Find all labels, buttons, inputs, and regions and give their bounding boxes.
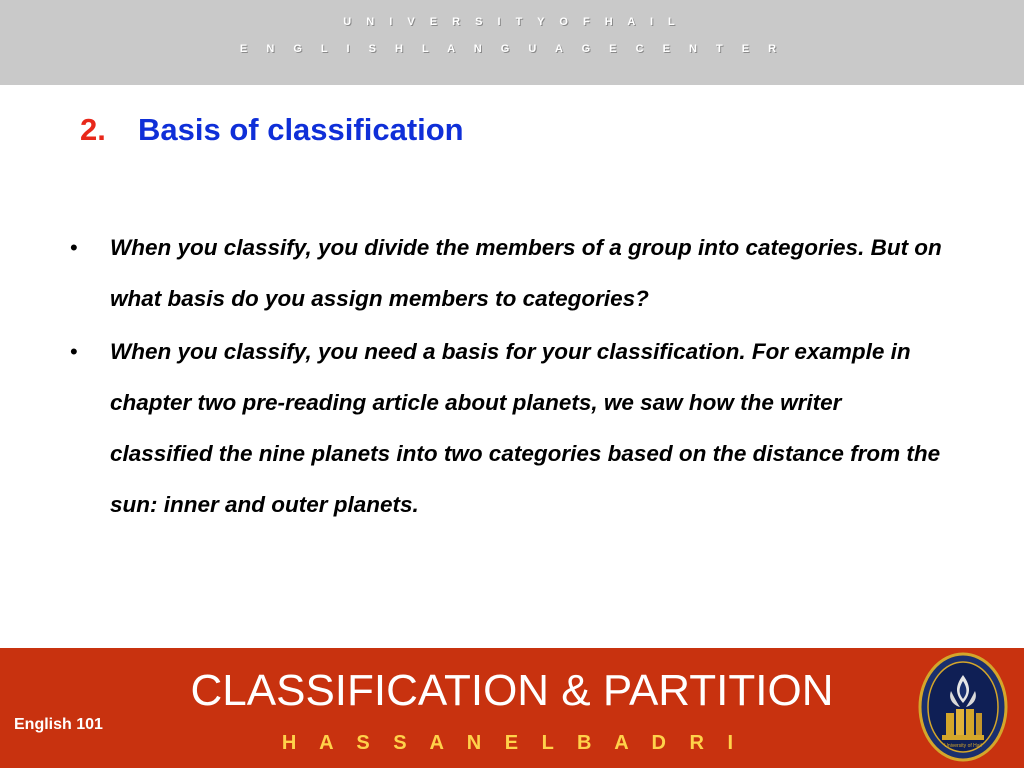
university-name: U N I V E R S I T Y O F H A I L (343, 16, 681, 28)
bullet-item (70, 222, 950, 324)
bullet-item (70, 326, 950, 530)
bullet-text: When you classify, you divide the members of a group into categories. But on what basis do you assign members to categories? (110, 235, 942, 311)
bullet-list (70, 222, 950, 532)
title-text: Basis of classification (138, 112, 464, 147)
bullet-marker: • (70, 235, 78, 260)
center-name: E N G L I S H L A N G U A G E C E N T E R (239, 43, 785, 55)
footer-bar (0, 648, 1024, 768)
logo-text: University of Hail (944, 743, 982, 749)
author-name: H A S S A N E L B A D R I (281, 732, 743, 754)
university-seal-icon (918, 651, 1008, 763)
slide-title (80, 112, 464, 156)
header-bar (0, 0, 1024, 85)
bullet-marker: • (70, 339, 78, 364)
title-number: 2. (80, 112, 106, 147)
bullet-text: When you classify, you need a basis for your classification. For example in chapter two pre-reading article about planets, we saw how the writer classified the nine planets into two categories based on the distance from the sun: inner and outer planets. (110, 339, 941, 517)
course-label: English 101 (14, 716, 103, 733)
footer-title: CLASSIFICATION & PARTITION (190, 666, 834, 715)
